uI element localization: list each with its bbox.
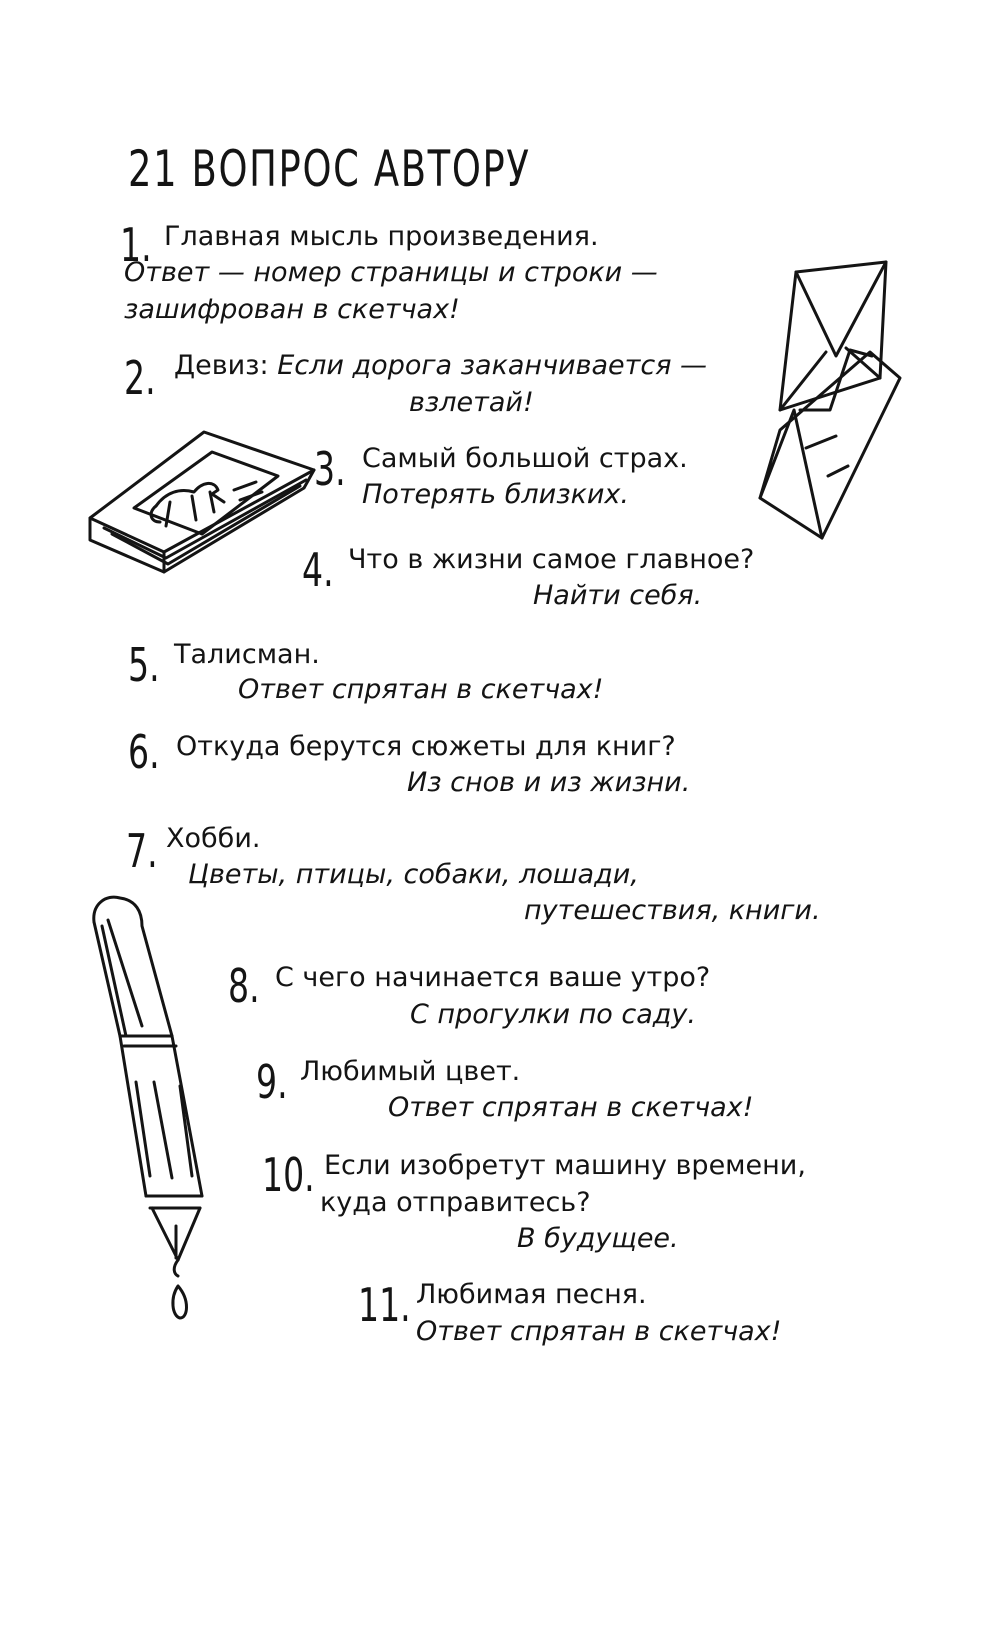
answer-text: Цветы, птицы, собаки, лошади, [188, 859, 639, 890]
answer-text: путешествия, книги. [524, 895, 821, 926]
answer-text: Ответ спрятан в скетчах! [388, 1092, 754, 1123]
question-number: 11. [358, 1278, 411, 1332]
question-number: 9. [256, 1055, 288, 1109]
answer-text: Из снов и из жизни. [407, 767, 691, 798]
question-number: 2. [124, 351, 156, 405]
question-text: С чего начинается ваше утро? [275, 962, 711, 993]
answer-text: Ответ спрятан в скетчах! [416, 1316, 782, 1347]
question-number: 1. [120, 218, 152, 272]
question-text: Талисман. [174, 639, 320, 670]
answer-text: Ответ спрятан в скетчах! [238, 674, 604, 705]
answer-text: Потерять близких. [362, 479, 629, 510]
question-number: 8. [228, 959, 260, 1013]
question-line [174, 349, 707, 383]
answer-text: взлетай! [409, 387, 534, 418]
question-text: Если изобретут машину времени, [324, 1150, 806, 1181]
question-text: Любимый цвет. [300, 1056, 521, 1087]
question-number: 10. [262, 1148, 315, 1202]
answer-text: В будущее. [517, 1223, 679, 1254]
book-sketch-icon [84, 430, 324, 590]
question-text: Самый большой страх. [362, 443, 688, 474]
question-text: Что в жизни самое главное? [348, 544, 755, 575]
question-number: 4. [302, 543, 334, 597]
question-text: Любимая песня. [416, 1279, 647, 1310]
question-text: Хобби. [166, 823, 261, 854]
answer-text: зашифрован в скетчах! [124, 294, 460, 325]
question-text: Откуда берутся сюжеты для книг? [176, 731, 676, 762]
answer-text: Если дорога заканчивается — [277, 350, 708, 381]
question-text: куда отправитесь? [320, 1187, 591, 1218]
answer-text: С прогулки по саду. [410, 999, 696, 1030]
question-number: 7. [126, 824, 158, 878]
question-number: 5. [128, 638, 160, 692]
answer-text: Найти себя. [533, 580, 703, 611]
question-text: Девиз: [174, 350, 269, 381]
page-title: 21 ВОПРОС АВТОРУ [128, 140, 531, 198]
answer-text: Ответ — номер страницы и строки — [124, 257, 658, 288]
question-number: 3. [314, 442, 346, 496]
question-number: 6. [128, 725, 160, 779]
envelope-sketch-icon [740, 260, 920, 540]
question-text: Главная мысль произведения. [164, 221, 599, 252]
fountain-pen-sketch-icon [80, 886, 240, 1330]
